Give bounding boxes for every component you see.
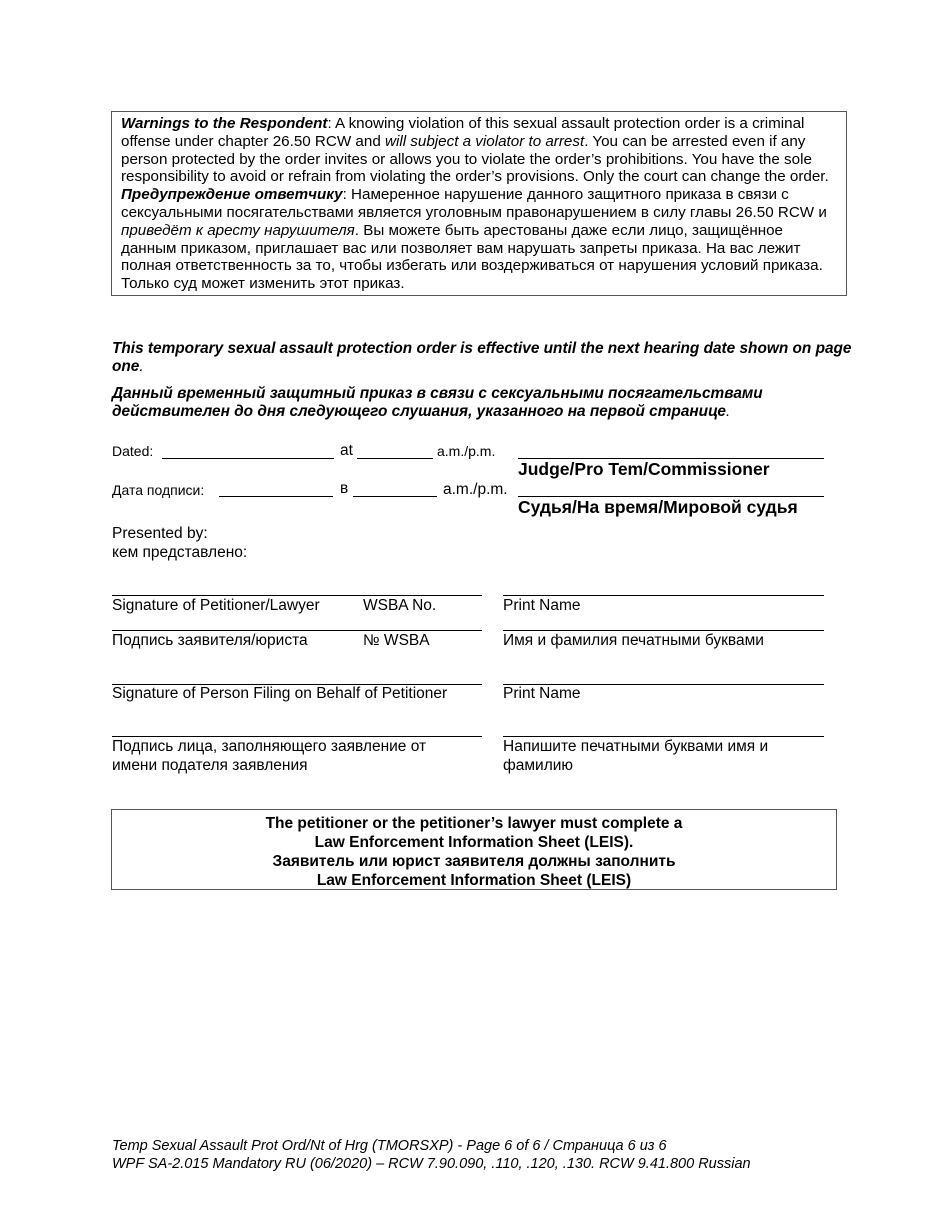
dated-field[interactable] — [162, 458, 334, 459]
behalf-print-name-line-ru[interactable] — [503, 736, 824, 737]
petitioner-signature-label: Signature of Petitioner/Lawyer — [112, 597, 320, 614]
footer-line-2: WPF SA-2.015 Mandatory RU (06/2020) – RCW 7.90.090, .110, .120, .130. RCW 9.41.800 Russian — [112, 1156, 751, 1172]
behalf-signature-label: Signature of Person Filing on Behalf of Petitioner — [112, 685, 448, 702]
leis-line-3: Заявитель или юрист заявителя должны заполнить — [272, 853, 676, 870]
behalf-print-name-label-ru-2: фамилию — [503, 757, 574, 774]
effective-ru-period: . — [726, 403, 731, 420]
warning-ru-italic: приведёт к аресту нарушителя — [121, 221, 355, 239]
dated-time-field[interactable] — [357, 458, 433, 459]
presented-by-en: Presented by: — [112, 525, 208, 542]
petitioner-signature-label-ru: Подпись заявителя/юриста — [112, 632, 308, 649]
wsba-label-ru: № WSBA — [363, 632, 430, 649]
warning-en-text-1: : A knowing violation of this sexual assault protection order is a criminal offense under chapter 26.50 RCW and — [121, 115, 805, 150]
behalf-signature-line-ru[interactable] — [112, 736, 482, 737]
warning-ru-text-1: : Намеренное нарушение данного защитного приказа в связи с сексуальными посягательствами является уголовным правонарушением в силу главы 26.50 RCW и — [121, 186, 827, 221]
leis-line-4: Law Enforcement Information Sheet (LEIS) — [316, 872, 632, 889]
dated-label: Dated: — [112, 443, 154, 459]
dated-at-label: at — [340, 442, 353, 459]
warning-en-italic: will subject a violator to arrest — [384, 132, 585, 150]
judge-title-ru: Судья/На время/Мировой судья — [518, 497, 798, 517]
dated-ampm-label-ru: a.m./p.m. — [443, 481, 508, 498]
effective-statement-ru — [112, 385, 852, 421]
print-name-label: Print Name — [503, 597, 581, 614]
warning-en-title: Warnings to the Respondent — [121, 115, 328, 132]
effective-en-period: . — [139, 358, 144, 375]
behalf-signature-label-ru-2: имени подателя заявления — [112, 757, 308, 774]
warning-en-text-2: . You can be arrested even if any person protected by the order invites or allows you to violate the order’s prohibitions. You have the sole responsibility to avoid or refrain from violating the order’s provisions. Only the court can change the order. — [121, 132, 829, 186]
judge-title-en: Judge/Pro Tem/Commissioner — [518, 459, 770, 479]
footer-line-1: Temp Sexual Assault Prot Ord/Nt of Hrg (TMORSXP) - Page 6 of 6 / Страница 6 из 6 — [112, 1138, 667, 1154]
effective-en-text: This temporary sexual assault protection order is effective until the next hearing date shown on page one — [112, 340, 852, 375]
leis-line-1: The petitioner or the petitioner’s lawyer must complete a — [265, 815, 683, 832]
warning-ru-text-2: . Вы можете быть арестованы даже если лицо, защищённое данным приказом, приглашает вас или позволяет вам нарушать запреты приказа. На вас лежит полная ответственность за то, чтобы избегать или воздерживаться от нарушения условий приказа. Только суд может изменить этот приказ. — [121, 221, 823, 293]
behalf-print-name-label: Print Name — [503, 685, 581, 702]
print-name-label-ru: Имя и фамилия печатными буквами — [503, 632, 764, 649]
dated-at-label-ru: в — [340, 480, 349, 497]
print-name-line-ru[interactable] — [503, 630, 824, 631]
page-footer — [112, 1137, 751, 1173]
warnings-box — [111, 111, 847, 296]
dated-time-field-ru[interactable] — [353, 496, 437, 497]
dated-label-ru: Дата подписи: — [112, 482, 205, 498]
dated-ampm-label: a.m./p.m. — [437, 443, 496, 459]
behalf-signature-label-ru-1: Подпись лица, заполняющего заявление от — [112, 738, 427, 755]
leis-line-2: Law Enforcement Information Sheet (LEIS). — [314, 834, 634, 851]
warning-english — [121, 115, 837, 186]
effective-ru-text: Данный временный защитный приказ в связи с сексуальными посягательствами действителен до дня следующего слушания, указанного на первой странице — [112, 385, 763, 420]
warning-ru-title: Предупреждение ответчику — [121, 186, 343, 204]
dated-field-ru[interactable] — [219, 496, 333, 497]
effective-statement-en — [112, 340, 852, 376]
print-name-line[interactable] — [503, 595, 824, 596]
petitioner-signature-line-ru[interactable] — [112, 630, 482, 631]
warning-russian — [121, 186, 837, 293]
behalf-print-name-label-ru-1: Напишите печатными буквами имя и — [503, 738, 769, 755]
leis-notice-box — [111, 809, 837, 890]
petitioner-signature-line[interactable] — [112, 595, 482, 596]
wsba-label: WSBA No. — [363, 597, 437, 614]
presented-by-ru: кем представлено: — [112, 544, 248, 561]
